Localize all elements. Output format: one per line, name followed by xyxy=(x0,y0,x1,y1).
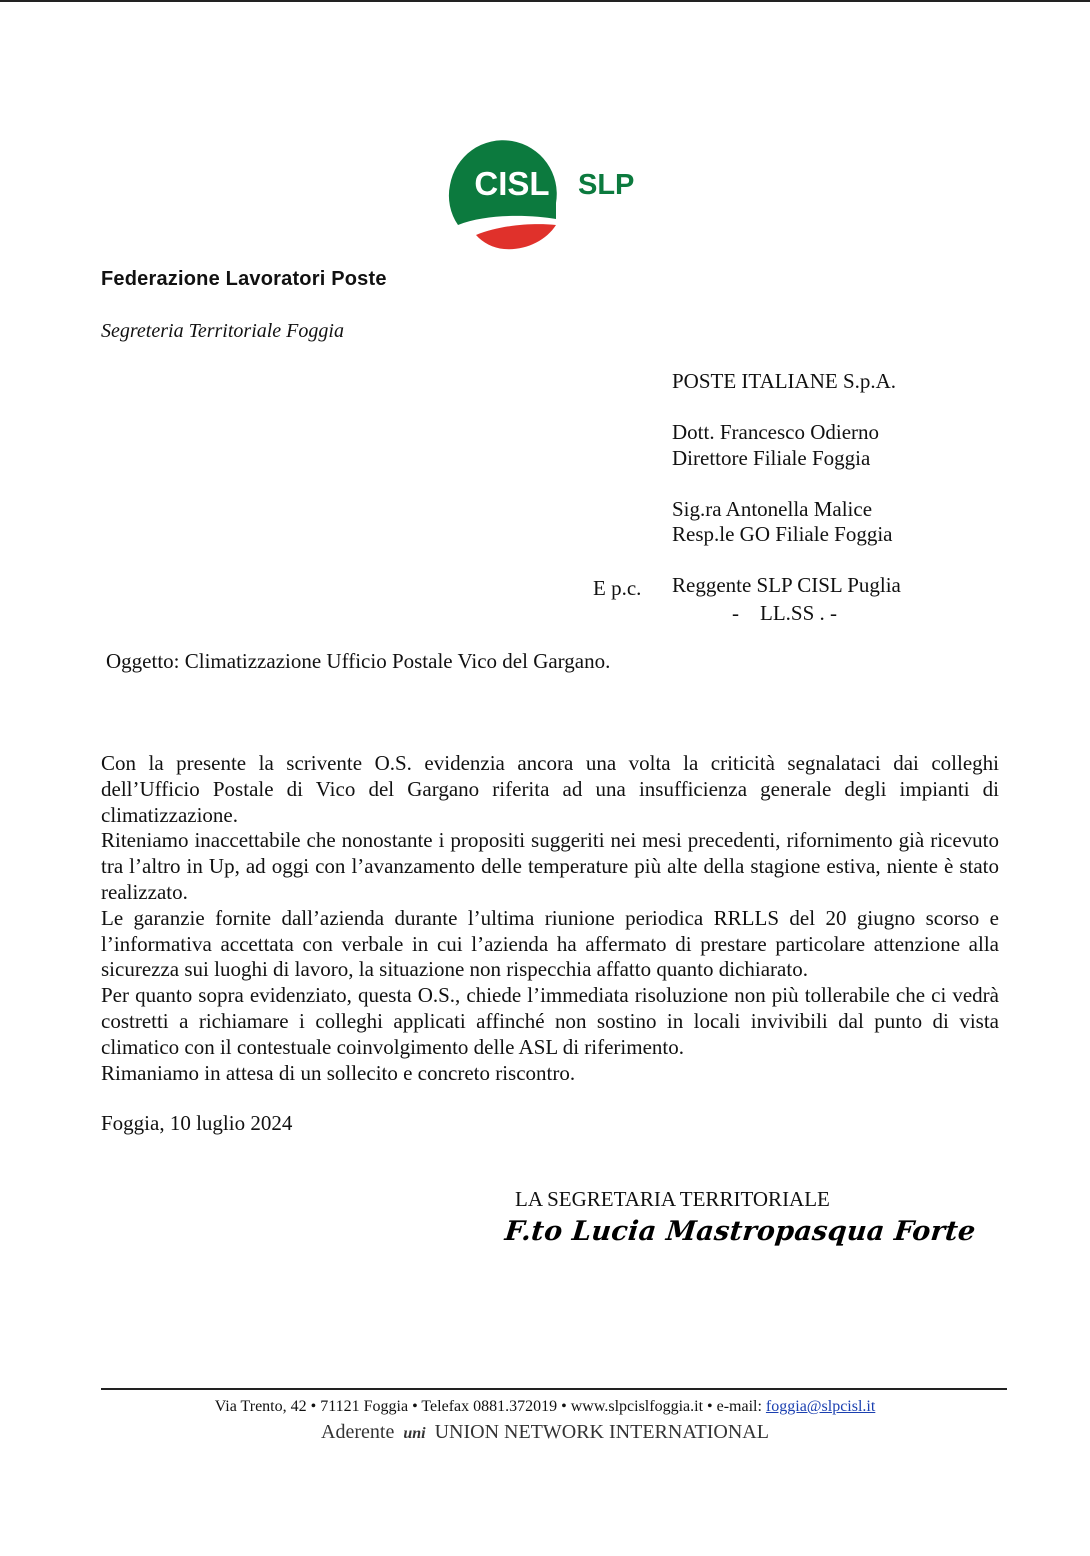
cc-suffix: - LL.SS . - xyxy=(732,601,837,625)
letter-date: Foggia, 10 luglio 2024 xyxy=(101,1111,293,1135)
org-name: Federazione Lavoratori Poste xyxy=(101,268,387,290)
recipient-line: Resp.le GO Filiale Foggia xyxy=(672,522,893,546)
footer-affiliation xyxy=(0,1421,1090,1444)
footer-address: Via Trento, 42 • 71121 Foggia • Telefax 0881.372019 • www.slpcislfoggia.it • e-mail: xyxy=(214,1398,762,1415)
affiliation-suffix: UNION NETWORK INTERNATIONAL xyxy=(434,1421,769,1443)
footer-divider xyxy=(101,1388,1007,1390)
recipient-line: Reggente SLP CISL Puglia xyxy=(672,573,901,597)
affiliation-prefix: Aderente xyxy=(321,1421,395,1443)
recipient-line: Dott. Francesco Odierno xyxy=(672,420,880,444)
handwritten-signature: F.to Lucia Mastropasqua Forte xyxy=(503,1216,978,1247)
footer-email-link[interactable]: foggia@slpcisl.it xyxy=(765,1398,876,1415)
body-paragraph: Riteniamo inaccettabile che nonostante i propositi suggeriti nei mesi precedenti, rifornimento già ricevuto tra l’altro in Up, ad oggi con l’avanzamento delle temperature più alte della stagione estiva, niente è stato realizzato. xyxy=(101,828,999,904)
body-paragraph: Per quanto sopra evidenziato, questa O.S., chiede l’immediata risoluzione non più tollerabile che ci vedrà costretti a richiamare i colleghi applicati affinché non sostino in locali invivibili dal punto di vista climatico con il contestuale coinvolgimento delle ASL di riferimento. xyxy=(101,983,999,1059)
signature-title: LA SEGRETARIA TERRITORIALE xyxy=(515,1187,830,1211)
recipient-line: Direttore Filiale Foggia xyxy=(672,445,871,470)
cc-label: E p.c. xyxy=(593,576,642,600)
letter-body xyxy=(101,751,999,1086)
recipient-line: POSTE ITALIANE S.p.A. xyxy=(672,369,897,393)
top-border xyxy=(0,0,1090,2)
body-paragraph: Con la presente la scrivente O.S. evidenzia ancora una volta la criticità segnalataci dai colleghi dell’Ufficio Postale di Vico del Gargano riferita ad una insufficienza generale degli impianti di climatizzazione. xyxy=(101,751,999,827)
logo-red-crescent xyxy=(476,224,556,249)
subject-line: Oggetto: Climatizzazione Ufficio Postale Vico del Gargano. xyxy=(106,649,611,673)
recipient-cc xyxy=(672,573,901,599)
recipient-director xyxy=(672,420,901,471)
recipient-company xyxy=(672,369,901,395)
recipient-line: Sig.ra Antonella Malice xyxy=(672,496,873,521)
logo-slp-text: SLP xyxy=(578,169,635,201)
cisl-slp-logo xyxy=(448,133,658,253)
recipients-block xyxy=(672,369,901,624)
body-paragraph: Le garanzie fornite dall’azienda durante l’ultima riunione periodica RRLLS del 20 giugno scorso e l’informativa accettata con verbale in cui l’azienda ha affermato di prestare particolare attenzione alla sicurezza sui luoghi di lavoro, la situazione non rispecchia affatto quanto dichiarato. xyxy=(101,905,999,982)
uni-logo-mark: uni xyxy=(403,1425,426,1442)
cisl-slp-logo-graphic xyxy=(448,133,658,253)
footer-contact xyxy=(0,1398,1090,1416)
logo-cisl-text: CISL xyxy=(474,165,550,202)
recipient-manager xyxy=(672,497,901,548)
org-subtitle: Segreteria Territoriale Foggia xyxy=(101,320,344,342)
body-paragraph: Rimaniamo in attesa di un sollecito e concreto riscontro. xyxy=(101,1060,576,1085)
